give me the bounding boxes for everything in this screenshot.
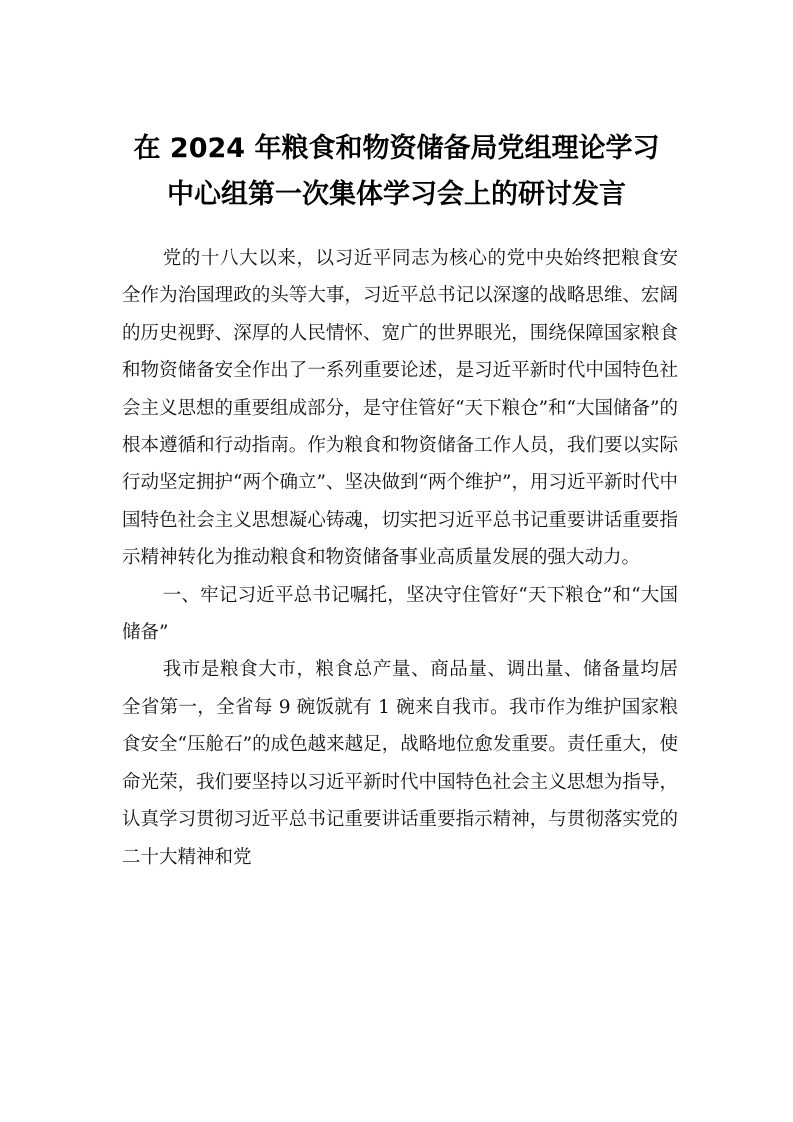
title-line-1: 在 2024 年粮食和物资储备局党组理论学习 [133, 133, 660, 164]
title-line-2: 中心组第一次集体学习会上的研讨发言 [167, 179, 626, 210]
section-heading-1: 一、牢记习近平总书记嘱托，坚决守住管好“天下粮仓”和“大国储备” [122, 584, 678, 644]
paragraph-section-1: 我市是粮食大市，粮食总产量、商品量、调出量、储备量均居全省第一，全省每 9 碗饭就有 1 碗来自我市。我市作为维护国家粮食安全“压舱石”的成色越来越足，战略地位愈发重要。责任重大，使命光荣，我们要坚持以习近平新时代中国特色社会主义思想为指导，认真学习贯彻习近平总书记重要讲话重要指示精神，与贯彻落实党的二十大精神和党 [122, 659, 678, 868]
document-title [80, 126, 713, 218]
paragraph-intro: 党的十八大以来，以习近平同志为核心的党中央始终把粮食安全作为治国理政的头等大事，习近平总书记以深邃的战略思维、宏阔的历史视野、深厚的人民情怀、宽广的世界眼光，围绕保障国家粮食和物资储备安全作出了一系列重要论述，是习近平新时代中国特色社会主义思想的重要组成部分，是守住管好“天下粮仓”和“大国储备”的根本遵循和行动指南。作为粮食和物资储备工作人员，我们要以实际行动坚定拥护“两个确立”、坚决做到“两个维护”，用习近平新时代中国特色社会主义思想凝心铸魂，切实把习近平总书记重要讲话重要指示精神转化为推动粮食和物资储备事业高质量发展的强大动力。 [122, 248, 678, 569]
document-body [122, 240, 678, 876]
